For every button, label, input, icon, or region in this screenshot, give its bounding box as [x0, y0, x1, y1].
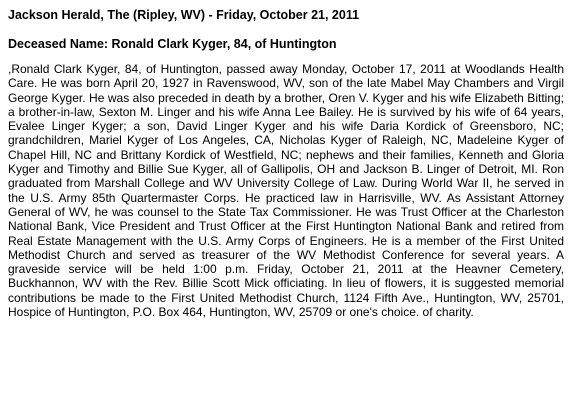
obituary-body-text: ,Ronald Clark Kyger, 84, of Huntington, passed away Monday, October 17, 2011 at Woodlands Health Care. He was born April 20, 1927 in Ravenswood, WV, son of the late Mabel May Chambers and Virgil George Kyger. He was also preceded in death by a brother, Oren V. Kyger and his wife Elizabeth Bitting; a brother-in-law, Sexton M. Linger and his wife Anna Lee Bailey. He is survived by his wife of 64 years, Evalee Linger Kyger; a son, David Linger Kyger and his wife Daria Kordick of Greensboro, NC; grandchildren, Mariel Kyger of Los Angeles, CA, Nicholas Kyger of Raleigh, NC, Madeleine Kyger of Chapel Hill, NC and Brittany Kordick of Westfield, NC; nephews and their families, Kenneth and Gloria Kyger and Timothy and Billie Sue Kyger, all of Gallipolis, OH and Jackson B. Linger of Detroit, MI. Ron graduated from Marshall College and WV University College of Law. During World War II, he served in the U.S. Army 85th Quartermaster Corps. He practiced law in Harrisville, WV. As Assistant Attorney General of WV, he was counsel to the State Tax Commissioner. He was Trust Officer at the Charleston National Bank, Vice President and Trust Officer at the First Huntington National Bank and retired from Real Estate Management with the U.S. Army Corps of Engineers. He is a member of the First United Methodist Church and served as treasurer of the WV Methodist Conference for several years. A graveside service will be held 1:00 p.m. Friday, October 21, 2011 at the Heavner Cemetery, Buckhannon, WV with the Rev. Billie Scott Mick officiating. In lieu of flowers, it is suggested memorial contributions be made to the First United Methodist Church, 1124 Fifth Ave., Huntington, WV, 25701, Hospice of Huntington, P.O. Box 464, Huntington, WV, 25709 or one's choice. of charity. [8, 62, 564, 320]
deceased-name-line: Deceased Name: Ronald Clark Kyger, 84, of Huntington [8, 37, 337, 51]
newspaper-source-line: Jackson Herald, The (Ripley, WV) - Friday, October 21, 2011 [8, 8, 360, 22]
